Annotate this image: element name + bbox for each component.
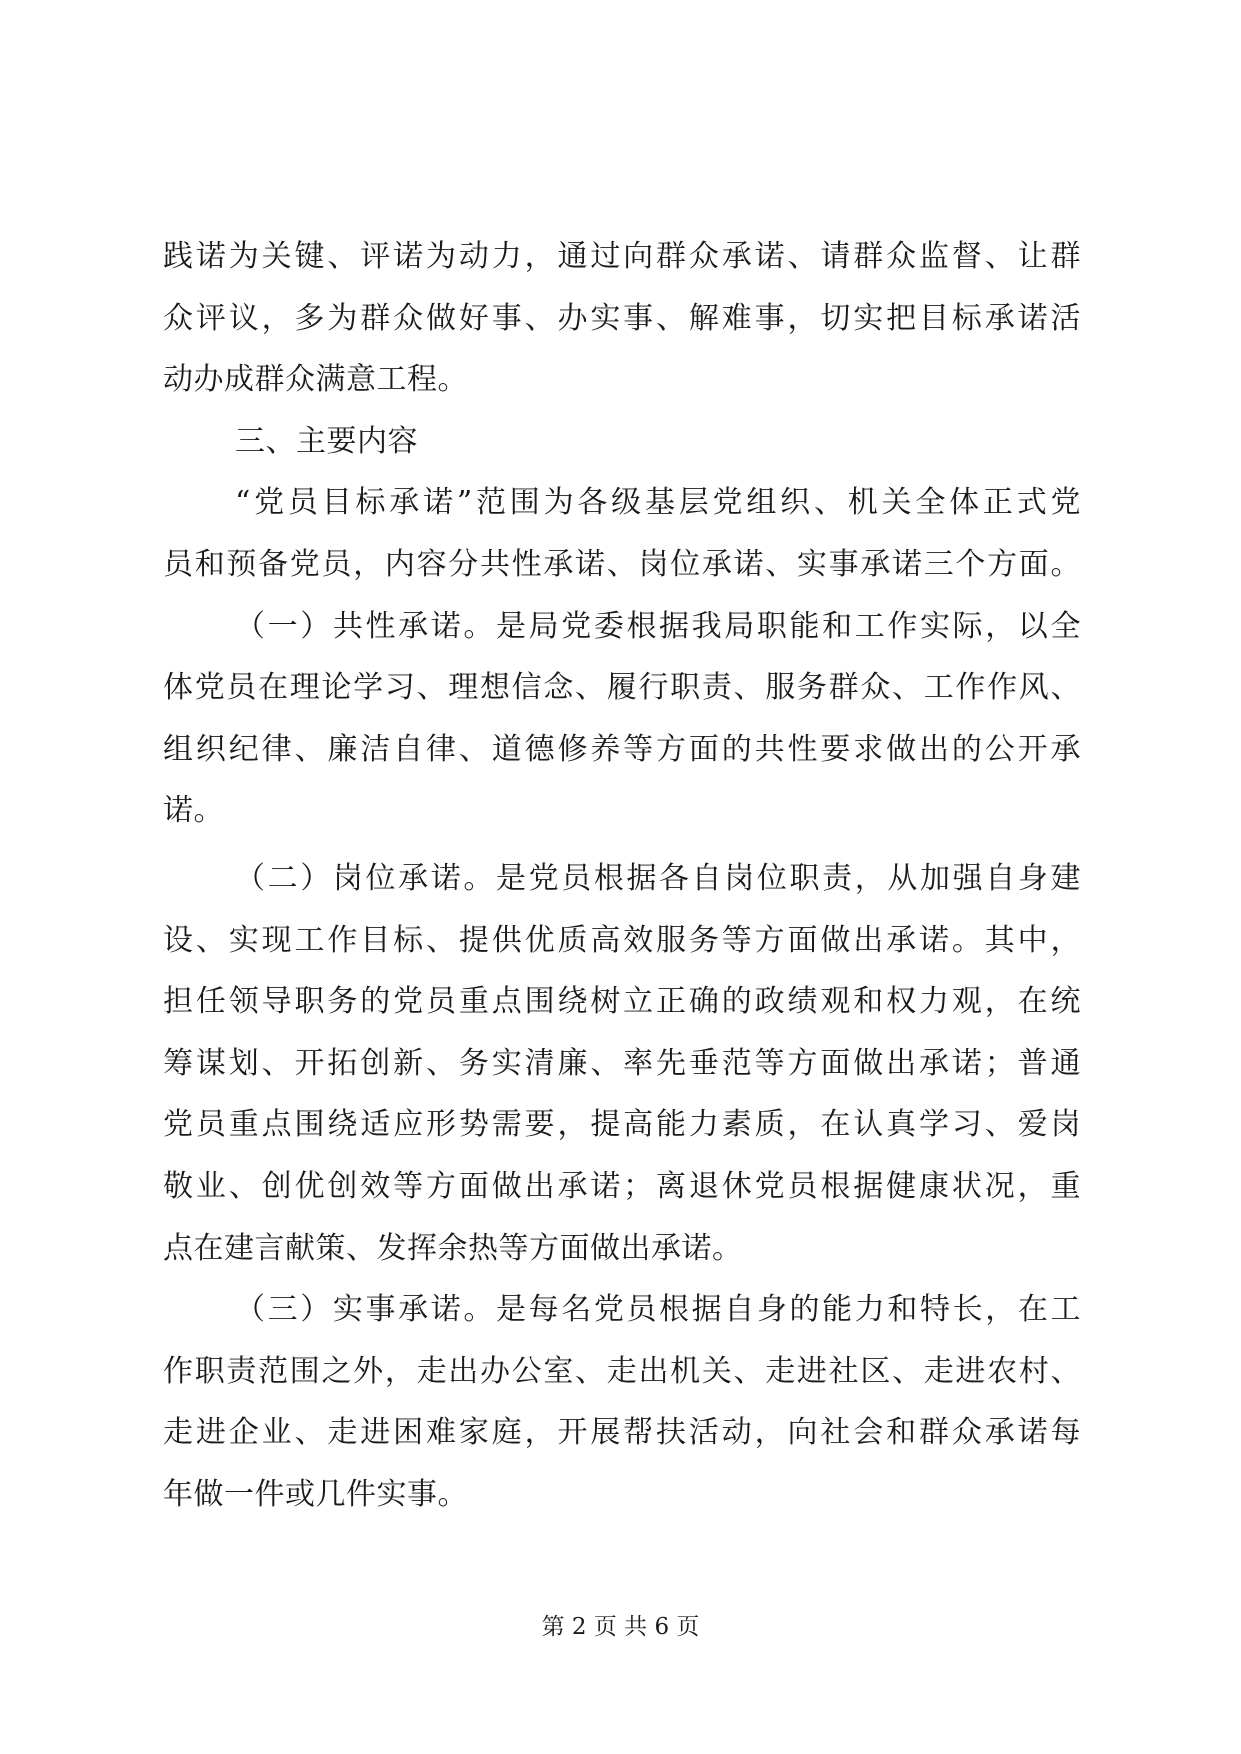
section-heading: 三、主要内容 [235,423,418,459]
paragraph-line: 诺。 [163,793,224,829]
page-number-footer: 第 2 页 共 6 页 [541,1614,700,1640]
paragraph-line: 筹谋划、开拓创新、务实清廉、率先垂范等方面做出承诺；普通 [163,1045,1081,1081]
paragraph-line: 践诺为关键、评诺为动力，通过向群众承诺、请群众监督、让群 [163,239,1081,274]
paragraph-line: 年做一件或几件实事。 [163,1476,468,1512]
paragraph-line: 设、实现工作目标、提供优质高效服务等方面做出承诺。其中， [163,922,1081,958]
paragraph-line: 组织纪律、廉洁自律、道德修养等方面的共性要求做出的公开承 [163,731,1081,767]
paragraph-line: （二）岗位承诺。是党员根据各自岗位职责，从加强自身建 [235,860,1081,896]
paragraph-line: 作职责范围之外，走出办公室、走出机关、走进社区、走进农村、 [163,1353,1081,1389]
paragraph-line: 体党员在理论学习、理想信念、履行职责、服务群众、工作作风、 [163,670,1081,706]
document-body [163,226,1081,1525]
paragraph-line: 点在建言献策、发挥余热等方面做出承诺。 [163,1230,743,1266]
paragraph-line: 担任领导职务的党员重点围绕树立正确的政绩观和权力观，在统 [163,984,1081,1020]
paragraph-line: （三）实事承诺。是每名党员根据自身的能力和特长，在工 [235,1292,1081,1328]
paragraph-line: 员和预备党员，内容分共性承诺、岗位承诺、实事承诺三个方面。 [163,546,1081,582]
paragraph-line: 众评议，多为群众做好事、办实事、解难事，切实把目标承诺活 [163,300,1081,336]
paragraph-line: 走进企业、走进困难家庭，开展帮扶活动，向社会和群众承诺每 [163,1415,1081,1451]
paragraph-line: “党员目标承诺”范围为各级基层党组织、机关全体正式党 [235,485,1081,521]
paragraph-line: 动办成群众满意工程。 [163,362,468,398]
paragraph-line: （一）共性承诺。是局党委根据我局职能和工作实际，以全 [235,608,1081,644]
paragraph-line: 党员重点围绕适应形势需要，提高能力素质，在认真学习、爱岗 [163,1107,1081,1143]
paragraph-line: 敬业、创优创效等方面做出承诺；离退休党员根据健康状况，重 [163,1168,1081,1204]
